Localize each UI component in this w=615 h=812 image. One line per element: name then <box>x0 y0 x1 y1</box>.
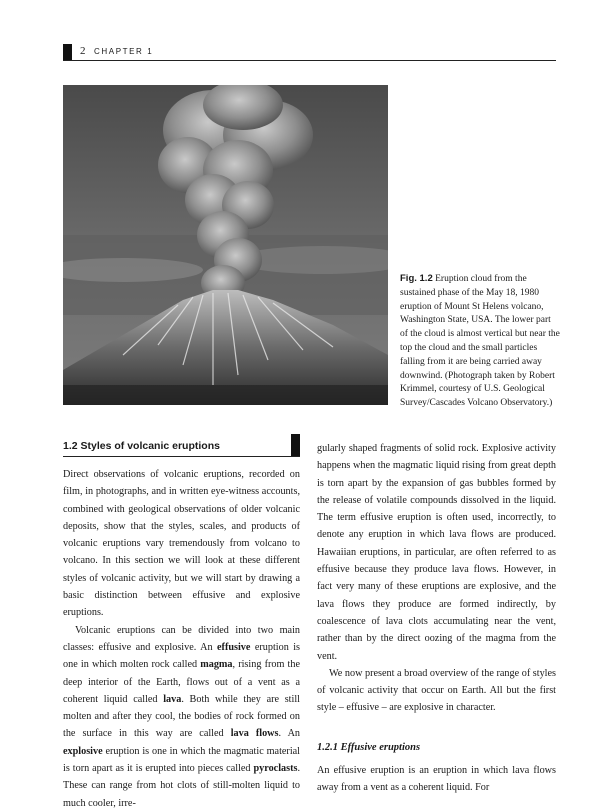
caption-text: Eruption cloud from the sustained phase of the May 18, 1980 eruption of Mount St Helens volcano, Washington State, USA. The lower part of the cloud is almost vertical but near the top the cloud and the small particles falling from it are being carried away downwind. (Photograph taken by Robert Krimmel, courtesy of U.S. Geological Survey/Cascades Volcano Observatory.) <box>400 274 560 409</box>
term-pyroclasts: pyroclasts <box>253 763 298 775</box>
paragraph-intro: Direct observations of volcanic eruptions, recorded on film, in photographs, and in written eye-witness accounts, combined with geological observations of older volcanic deposits, show that the styles, scales, and products of volcanic eruptions vary tremendously from volcano to volcano. In this section we will look at these different styles of volcanic activity, but we will start by drawing a basic distinction between effusive and explosive eruptions. <box>63 469 300 619</box>
right-column <box>317 440 556 797</box>
caption-label: Fig. 1.2 <box>400 273 433 284</box>
paragraph-classes: Volcanic eruptions can be divided into two main classes: effusive and explosive. An effusive eruption is one in which molten rock called magma, rising from the deep interior of the Earth, flows out of a vent as a coherent liquid called lava. Both while they are still molten and after they cool, the bodies of rock formed on the surface in this way are called lava flows. An explosive eruption is one in which the magmatic material is torn apart as it is erupted into pieces called pyroclasts. These can range from hot clots of still-molten liquid to much cooler, irre- <box>63 624 301 809</box>
figure-caption <box>400 272 560 411</box>
figure-photograph <box>63 85 388 405</box>
section-heading <box>63 438 300 457</box>
header-bar-mark <box>63 44 72 60</box>
subsection-title: 1.2.1 Effusive eruptions <box>317 741 421 753</box>
term-magma: magma <box>200 659 233 671</box>
page-number: 2 <box>80 45 86 57</box>
paragraph-effusive: An effusive eruption is an eruption in which lava flows away from a vent as a coherent liquid. For <box>317 765 556 794</box>
paragraph-explosive-activity: gularly shaped fragments of solid rock. Explosive activity happens when the magmatic liquid rising from great depth is torn apart by the expansion of gas bubbles formed by the release of volatile compounds dissolved in the liquid. The term effusive eruption is often used, incorrectly, to denote any eruption in which lava flows are produced. Hawaiian eruptions, in particular, are often referred to as effusive because they produce lava flows. However, in fact very many of these eruptions are explosive, and the lava flows they produce are formed indirectly, by coalescence of lava clots accumulating near the vent, rather than by the direct oozing of the magma from the vent. <box>317 443 556 662</box>
section-title: 1.2 Styles of volcanic eruptions <box>63 440 220 452</box>
term-lava-flows: lava flows <box>230 728 279 740</box>
section-bar-mark <box>291 434 300 456</box>
term-explosive: explosive <box>63 745 103 757</box>
running-head <box>63 44 556 61</box>
left-column <box>63 438 300 812</box>
term-lava: lava <box>163 693 182 705</box>
term-effusive: effusive <box>217 641 251 653</box>
paragraph-overview: We now present a broad overview of the range of styles of volcanic activity that occur on Earth. All but the first style – effusive – are explosive in character. <box>317 667 556 714</box>
chapter-label: CHAPTER 1 <box>94 47 154 56</box>
